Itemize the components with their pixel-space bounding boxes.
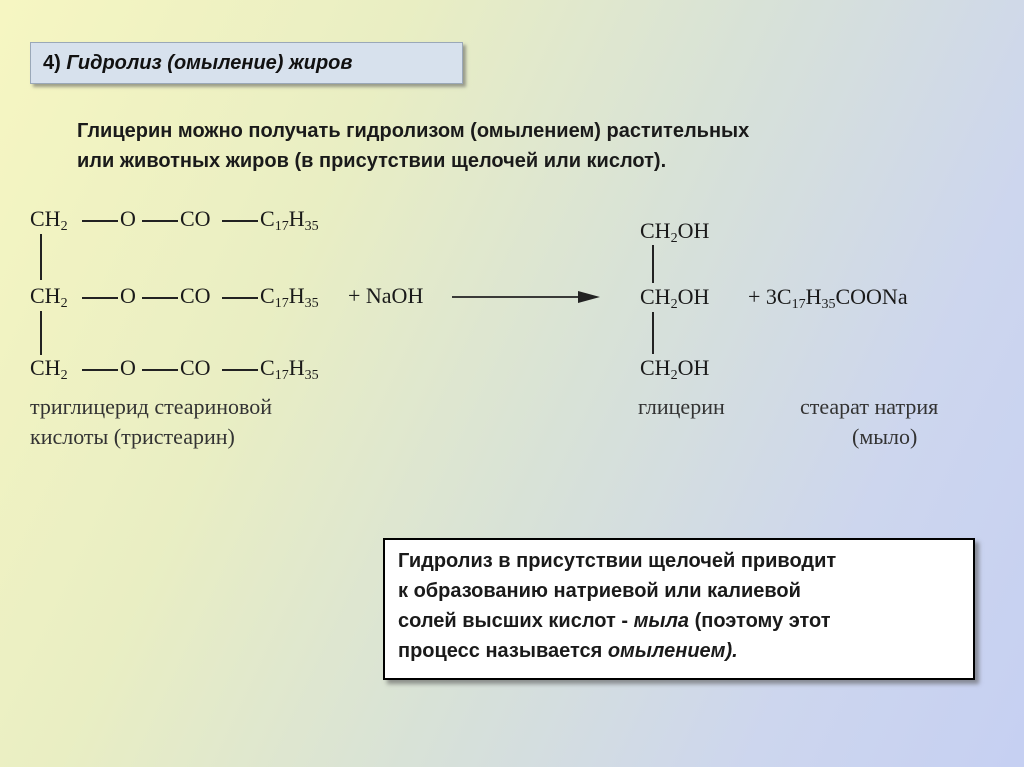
reagent-naoh: + NaOH bbox=[348, 283, 424, 308]
reaction-arrow-icon bbox=[452, 289, 602, 305]
reactant-o-1: O bbox=[120, 206, 136, 231]
bond bbox=[142, 369, 178, 371]
reactant-chain-2: $C_{17}H_{35}$ bbox=[260, 283, 319, 311]
soap-caption-1: стеарат натрия bbox=[800, 394, 939, 419]
bond bbox=[40, 311, 42, 355]
reactant-chain-3: $C_{17}H_{35}$ bbox=[260, 355, 319, 383]
bond bbox=[82, 297, 118, 299]
slide-title bbox=[30, 42, 463, 84]
glycerol-ch2oh-3: $CH_2OH$ bbox=[640, 355, 710, 383]
bond bbox=[222, 369, 258, 371]
title-text: Гидролиз (омыление) жиров bbox=[66, 52, 353, 74]
bond bbox=[142, 297, 178, 299]
note-line-4: процесс называется омылением). bbox=[398, 640, 738, 662]
bond bbox=[652, 312, 654, 354]
sodium-stearate-formula: + $3C_{17}H_{35}COONa$ bbox=[748, 284, 908, 312]
reactant-caption-2: кислоты (тристеарин) bbox=[30, 424, 235, 449]
bond bbox=[82, 369, 118, 371]
reactant-chain-1: $C_{17}H_{35}$ bbox=[260, 206, 319, 234]
reactant-o-2: O bbox=[120, 283, 136, 308]
reactant-ch2-1: $CH_2$ bbox=[30, 206, 68, 234]
intro-line-1: Глицерин можно получать гидролизом (омылением) растительных bbox=[77, 120, 750, 142]
glycerol-ch2oh-2: $CH_2OH$ bbox=[640, 284, 710, 312]
soap-caption-2: (мыло) bbox=[852, 424, 918, 449]
bond bbox=[652, 245, 654, 283]
note-line-1: Гидролиз в присутствии щелочей приводит bbox=[398, 550, 837, 572]
note-line-3: солей высших кислот - мыла (поэтому этот bbox=[398, 610, 831, 632]
reactant-caption-1: триглицерид стеариновой bbox=[30, 394, 273, 419]
reactant-o-3: O bbox=[120, 355, 136, 380]
reactant-ch2-3: $CH_2$ bbox=[30, 355, 68, 383]
intro-text bbox=[77, 116, 957, 176]
reactant-co-3: CO bbox=[180, 355, 211, 380]
bond bbox=[222, 297, 258, 299]
intro-line-2: или животных жиров (в присутствии щелочей или кислот). bbox=[77, 150, 667, 172]
glycerol-caption: глицерин bbox=[638, 394, 725, 419]
glycerol-ch2oh-1: $CH_2OH$ bbox=[640, 218, 710, 246]
bond bbox=[222, 220, 258, 222]
reactant-co-2: CO bbox=[180, 283, 211, 308]
bond bbox=[142, 220, 178, 222]
reactant-ch2-2: $CH_2$ bbox=[30, 283, 68, 311]
note-box bbox=[383, 538, 975, 680]
note-line-2: к образованию натриевой или калиевой bbox=[398, 580, 801, 602]
bond bbox=[40, 234, 42, 280]
reactant-co-1: CO bbox=[180, 206, 211, 231]
title-number: 4) bbox=[43, 52, 61, 74]
bond bbox=[82, 220, 118, 222]
